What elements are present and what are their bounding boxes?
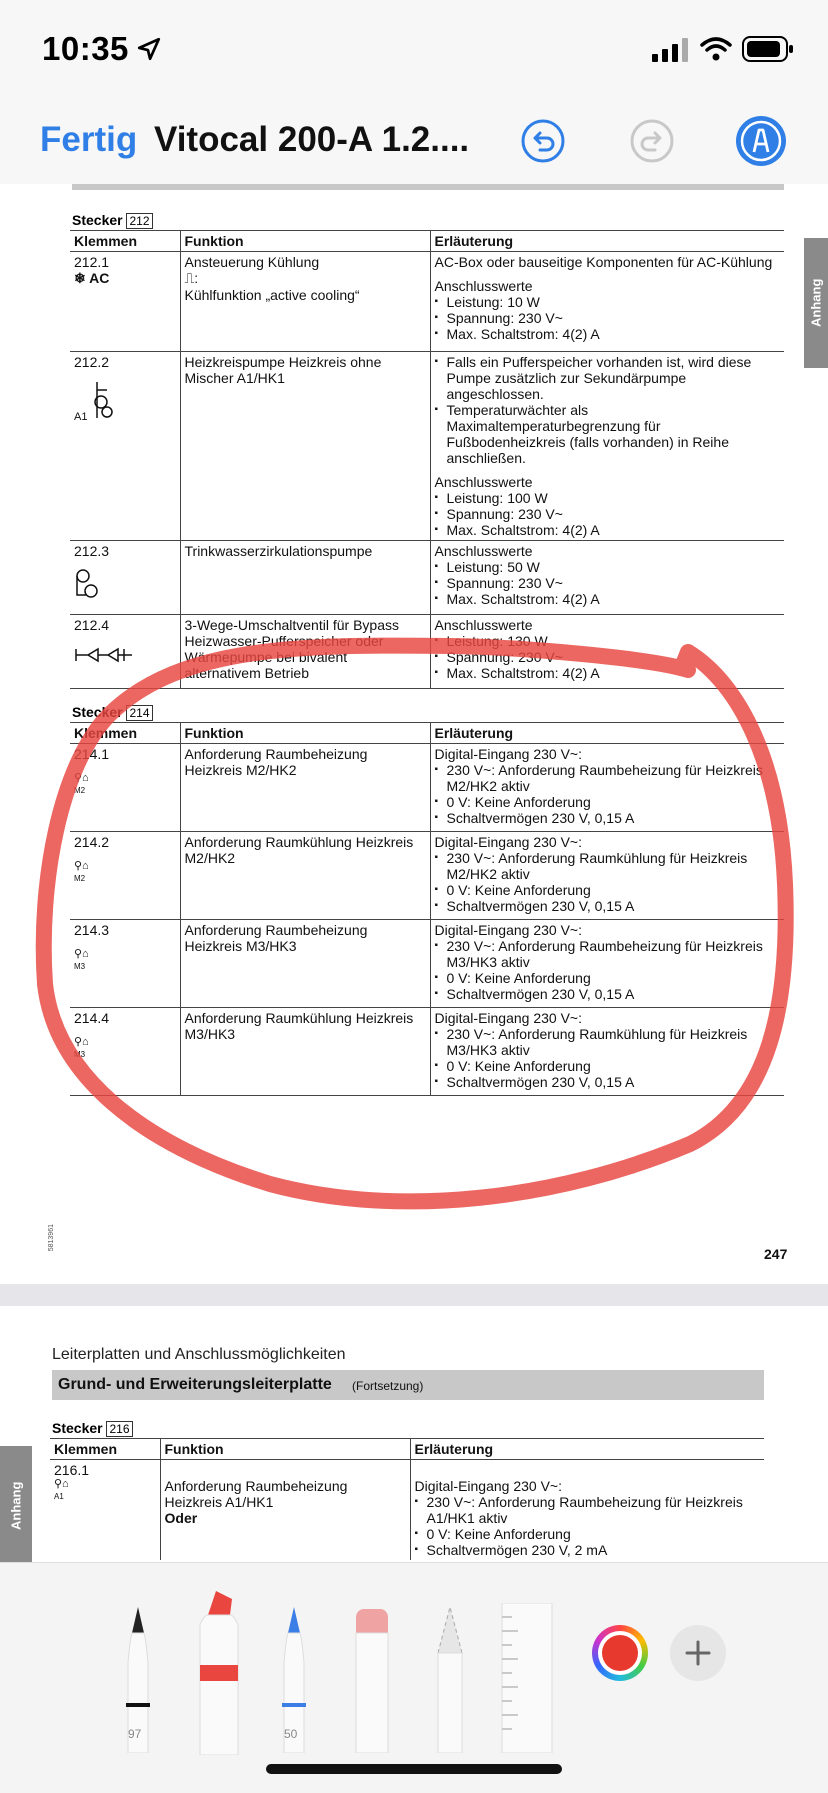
- explanation-head: Anschlusswerte: [434, 617, 533, 633]
- list-item: ▪ Temperaturwächter als Maximaltemperaturbegrenzung für Fußbodenheizkreis (falls vorhanden) in Reihe anschließen.: [435, 402, 781, 466]
- list-item: ▪ Max. Schaltstrom: 4(2) A: [435, 591, 781, 607]
- function-or: Oder: [164, 1510, 198, 1526]
- explanation-head: Digital-Eingang 230 V~:: [434, 922, 582, 938]
- function-text: Ansteuerung Kühlung: [184, 254, 320, 270]
- terminal-code: 212.1: [74, 254, 110, 270]
- add-tool-button[interactable]: [670, 1625, 726, 1681]
- selected-color-swatch: [598, 1631, 642, 1675]
- list-item: ▪ 0 V: Keine Anforderung: [435, 1058, 781, 1074]
- list-item: ▪ Leistung: 130 W: [435, 633, 781, 649]
- symbol-label: M2: [74, 786, 86, 796]
- ruler-icon: [500, 1603, 554, 1753]
- section-title: Grund- und Erweiterungsleiterplatte: [58, 1376, 332, 1393]
- connector-number: 216: [106, 1421, 132, 1437]
- connector-number: 212: [126, 213, 152, 229]
- list-item: ▪ Spannung: 230 V~: [435, 575, 781, 591]
- marker-icon: [196, 1585, 242, 1755]
- list-item: ▪ Max. Schaltstrom: 4(2) A: [435, 665, 781, 681]
- list-item: ▪ 230 V~: Anforderung Raumbeheizung für Heizkreis M2/HK2 aktiv: [435, 762, 781, 794]
- list-item: ▪ 230 V~: Anforderung Raumbeheizung für Heizkreis M3/HK3 aktiv: [435, 938, 781, 970]
- list-item: ▪ 230 V~: Anforderung Raumkühlung für Heizkreis M2/HK2 aktiv: [435, 850, 781, 882]
- eraser-icon: [352, 1603, 392, 1753]
- room-request-icon: ⚲⌂ M3: [74, 1036, 89, 1060]
- lasso-icon: [430, 1603, 470, 1753]
- list-item: ▪ Schaltvermögen 230 V, 0,15 A: [435, 898, 781, 914]
- battery-icon: [742, 36, 794, 62]
- relay-symbol-icon: ⎍:: [184, 270, 199, 286]
- symbol-label: M2: [74, 874, 86, 884]
- list-item: ▪ Leistung: 50 W: [435, 559, 781, 575]
- list-item: ▪ Max. Schaltstrom: 4(2) A: [435, 522, 781, 538]
- explanation-cell: [410, 1460, 764, 1561]
- room-request-icon: ⚲⌂ A1: [54, 1478, 69, 1502]
- document-page[interactable]: [0, 1306, 828, 1566]
- list-item: ▪ 0 V: Keine Anforderung: [435, 970, 781, 986]
- table-row: [50, 1460, 764, 1561]
- plus-icon: [685, 1640, 711, 1666]
- navigation-bar: [0, 100, 828, 185]
- col-header-terminals: Klemmen: [70, 231, 180, 252]
- col-header-terminals: Klemmen: [50, 1439, 160, 1460]
- list-item: ▪ 0 V: Keine Anforderung: [435, 882, 781, 898]
- list-item: ▪ Spannung: 230 V~: [435, 506, 781, 522]
- terminal-code: 214.3: [74, 922, 110, 938]
- explanation-head: Digital-Eingang 230 V~:: [434, 834, 582, 850]
- home-indicator[interactable]: [266, 1764, 562, 1774]
- list-item: ▪ Schaltvermögen 230 V, 0,15 A: [435, 810, 781, 826]
- list-item: ▪ Leistung: 10 W: [435, 294, 781, 310]
- connector-216-table: [50, 1438, 764, 1560]
- eraser-tool[interactable]: [352, 1603, 392, 1753]
- function-cell: Heizkreispumpe Heizkreis ohne Mischer A1/HK1: [180, 352, 430, 541]
- terminal-code: 214.2: [74, 834, 110, 850]
- list-item: ▪ 230 V~: Anforderung Raumbeheizung für Heizkreis A1/HK1 aktiv: [415, 1494, 761, 1526]
- document-page[interactable]: [0, 184, 828, 1284]
- col-header-function: Funktion: [160, 1439, 410, 1460]
- col-header-explanation: Erläuterung: [410, 1439, 764, 1460]
- undo-icon[interactable]: [520, 118, 566, 164]
- cellular-signal-icon: [652, 38, 690, 62]
- section-suffix: (Fortsetzung): [352, 1379, 424, 1393]
- list-item: ▪ Schaltvermögen 230 V, 0,15 A: [435, 1074, 781, 1090]
- pencil-tool[interactable]: [274, 1603, 314, 1753]
- symbol-label: M3: [74, 962, 86, 972]
- terminal-cell: [50, 1460, 160, 1561]
- redo-icon[interactable]: [629, 118, 675, 164]
- connector-label: Stecker: [72, 212, 123, 228]
- explanation-text: AC-Box oder bauseitige Komponenten für AC-Kühlung: [434, 254, 773, 270]
- explanation-head: Anschlusswerte: [434, 543, 533, 559]
- terminal-code: 214.1: [74, 746, 110, 762]
- list-item: ▪ 230 V~: Anforderung Raumkühlung für Heizkreis M3/HK3 aktiv: [435, 1026, 781, 1058]
- symbol-label: A1: [74, 411, 88, 423]
- appendix-side-tab[interactable]: Anhang: [0, 1446, 32, 1566]
- explanation-head: Anschlusswerte: [434, 474, 533, 490]
- function-text: Anforderung Raumbeheizung Heizkreis A1/HK1: [164, 1478, 348, 1510]
- wifi-icon: [700, 36, 732, 62]
- terminal-code: 212.3: [74, 543, 110, 559]
- connector-number: 214: [126, 705, 152, 721]
- function-cell: [160, 1460, 410, 1561]
- terminal-code: 212.2: [74, 354, 110, 370]
- function-cell: Trinkwasserzirkulationspumpe: [180, 541, 430, 615]
- col-header-function: Funktion: [180, 231, 430, 252]
- connector-216-label: [52, 1420, 133, 1436]
- col-header-terminals: Klemmen: [70, 723, 180, 744]
- function-cell: 3-Wege-Umschaltventil für Bypass Heizwasser-Pufferspeicher oder Wärmepumpe bei bivalent alternativem Betrieb: [180, 615, 430, 689]
- list-item: ▪ Max. Schaltstrom: 4(2) A: [435, 326, 781, 342]
- page-gap: [0, 1284, 828, 1306]
- connector-label: Stecker: [52, 1420, 103, 1436]
- status-bar: [0, 0, 828, 100]
- list-item: ▪ 0 V: Keine Anforderung: [415, 1526, 761, 1542]
- markup-toolbar: [0, 1562, 828, 1793]
- explanation-head: Digital-Eingang 230 V~:: [414, 1478, 562, 1494]
- symbol-label: M3: [74, 1050, 86, 1060]
- terminal-code: 214.4: [74, 1010, 110, 1026]
- terminal-code: 212.4: [74, 617, 110, 633]
- page-heading: Leiterplatten und Anschlussmöglichkeiten: [52, 1346, 346, 1363]
- list-item: ▪ Schaltvermögen 230 V, 2 mA: [415, 1542, 761, 1558]
- list-item: ▪ Schaltvermögen 230 V, 0,15 A: [435, 986, 781, 1002]
- table-header-row: [50, 1439, 764, 1460]
- location-arrow-icon: [136, 36, 162, 62]
- function-text: Kühlfunktion „active cooling“: [184, 287, 360, 303]
- col-header-explanation: Erläuterung: [430, 723, 784, 744]
- function-cell: Anforderung Raumbeheizung Heizkreis M2/HK2: [180, 744, 430, 832]
- lasso-tool[interactable]: [430, 1603, 470, 1753]
- page-number: 247: [764, 1246, 788, 1262]
- appendix-side-tab[interactable]: Anhang: [804, 238, 828, 368]
- connector-label: Stecker: [72, 704, 123, 720]
- terminal-code: 216.1: [54, 1462, 90, 1478]
- color-picker-button[interactable]: [592, 1625, 648, 1681]
- explanation-head: Digital-Eingang 230 V~:: [434, 1010, 582, 1026]
- list-item: ▪ 0 V: Keine Anforderung: [435, 794, 781, 810]
- list-item: ▪ Leistung: 100 W: [435, 490, 781, 506]
- freehand-annotation-circle[interactable]: [0, 184, 828, 1284]
- list-item: ▪ Spannung: 230 V~: [435, 649, 781, 665]
- status-time: 10:35: [42, 30, 129, 67]
- explanation-list: [415, 1494, 761, 1558]
- document-number: 5813961: [48, 1224, 55, 1252]
- section-title-bar: [52, 1370, 764, 1400]
- pencil-width-label: 50: [284, 1727, 298, 1741]
- list-item: ▪ Spannung: 230 V~: [435, 310, 781, 326]
- explanation-head: Anschlusswerte: [434, 278, 533, 294]
- list-item: ▪ Falls ein Pufferspeicher vorhanden ist, wird diese Pumpe zusätzlich zur Sekundärpumpe angeschlossen.: [435, 354, 781, 402]
- cooling-symbol: ❄ AC: [74, 270, 110, 286]
- pen-tool[interactable]: [118, 1603, 158, 1753]
- room-request-icon: ⚲⌂ M3: [74, 948, 89, 972]
- explanation-head: Digital-Eingang 230 V~:: [434, 746, 582, 762]
- room-request-icon: ⚲⌂ M2: [74, 860, 89, 884]
- pen-width-label: 97: [128, 1727, 142, 1741]
- done-button[interactable]: Fertig: [40, 120, 138, 159]
- col-header-function: Funktion: [180, 723, 430, 744]
- symbol-label: A1: [54, 1492, 64, 1502]
- function-cell: Anforderung Raumkühlung Heizkreis M2/HK2: [180, 832, 430, 920]
- marker-tool[interactable]: [196, 1585, 242, 1755]
- room-request-icon: ⚲⌂ M2: [74, 772, 89, 796]
- document-title: Vitocal 200-A 1.2....: [154, 120, 470, 159]
- ruler-tool[interactable]: [500, 1603, 554, 1753]
- function-cell: Anforderung Raumkühlung Heizkreis M3/HK3: [180, 1008, 430, 1096]
- function-cell: Anforderung Raumbeheizung Heizkreis M3/HK3: [180, 920, 430, 1008]
- col-header-explanation: Erläuterung: [430, 231, 784, 252]
- markup-icon[interactable]: [734, 114, 788, 168]
